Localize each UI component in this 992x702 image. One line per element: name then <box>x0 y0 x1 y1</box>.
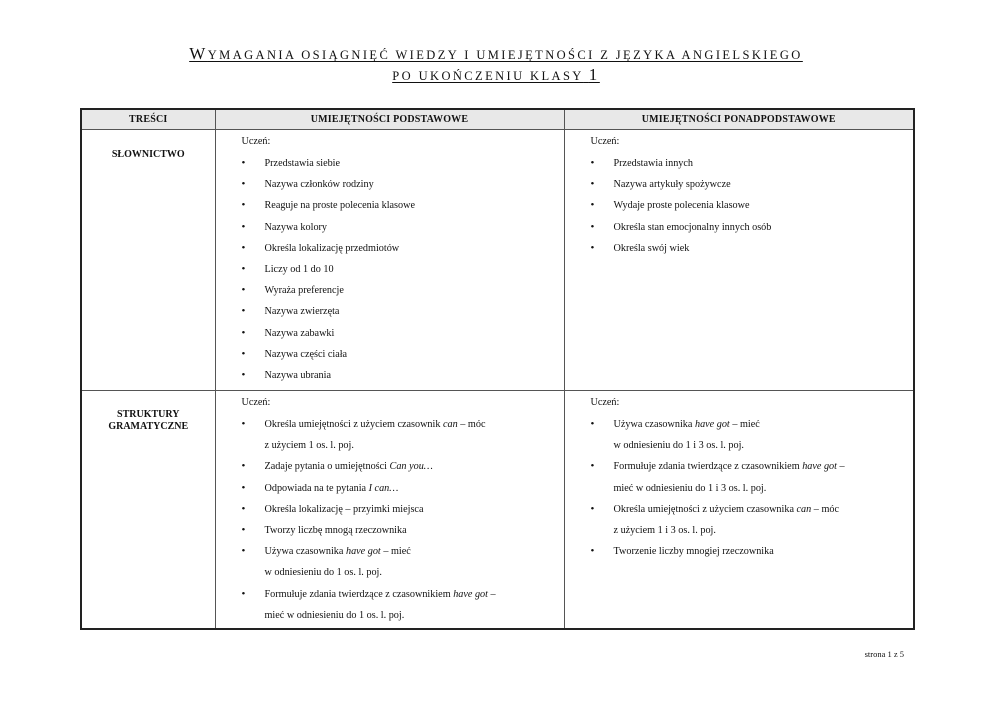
vocabulary-advanced-cell <box>564 130 914 391</box>
item-text: Tworzenie liczby mnogiej rzeczownika <box>613 546 774 558</box>
header-basic-skills: UMIEJĘTNOŚCI PODSTAWOWE <box>215 109 564 130</box>
document-title <box>0 44 992 86</box>
list-item: • Nazywa ubrania <box>242 365 564 386</box>
grammar-basic-cell <box>215 391 564 629</box>
list-item: • Liczy od 1 do 10 <box>242 259 564 280</box>
table-header-row <box>81 109 914 130</box>
item-text: Określa umiejętności z użyciem czasownika <box>613 503 797 515</box>
list-item <box>242 541 564 583</box>
grammar-advanced-list <box>591 414 914 562</box>
item-text: – mieć <box>380 546 411 558</box>
list-item <box>242 478 564 499</box>
list-item <box>242 584 564 626</box>
grammar-basic-list <box>242 414 564 626</box>
list-item: • Reaguje na proste polecenia klasowe <box>242 195 564 216</box>
item-continuation: w odniesieniu do 1 os. l. poj. <box>264 567 382 579</box>
list-item: • Określa swój wiek <box>591 238 914 259</box>
grammar-advanced-cell <box>564 391 914 629</box>
list-item: • Nazywa kolory <box>242 217 564 238</box>
item-continuation: mieć w odniesieniu do 1 os. l. poj. <box>264 609 405 621</box>
item-text: – móc <box>811 503 839 515</box>
item-continuation: mieć w odniesieniu do 1 i 3 os. l. poj. <box>613 482 767 494</box>
item-text: – móc <box>457 419 486 430</box>
vocabulary-advanced-list <box>591 153 914 259</box>
list-item <box>591 499 914 541</box>
title-line-1: WYMAGANIA OSIĄGNIĘĆ WIEDZY I UMIEJĘTNOŚCI Z JĘZYKA ANGIELSKIEGO <box>189 44 803 63</box>
item-text: Formułuje zdania twierdzące z czasownikiem <box>264 588 454 600</box>
header-advanced-skills: UMIEJĘTNOŚCI PONADPODSTAWOWE <box>564 109 914 130</box>
list-item: • Nazywa artykuły spożywcze <box>591 174 914 195</box>
vocabulary-basic-cell <box>215 130 564 391</box>
list-item: • Określa stan emocjonalny innych osób <box>591 217 914 238</box>
item-text: Formułuje zdania twierdzące z czasownikiem <box>613 461 803 473</box>
list-item <box>242 520 564 541</box>
list-item: • Nazywa części ciała <box>242 344 564 365</box>
header-tresci: TREŚCI <box>81 109 215 130</box>
emphasis-text: can <box>796 503 812 515</box>
emphasis-text: can <box>443 419 458 430</box>
emphasis-text: I can… <box>368 482 399 494</box>
list-item: • Nazywa członków rodziny <box>242 174 564 195</box>
list-item: • Przedstawia siebie <box>242 153 564 174</box>
list-item <box>591 456 914 498</box>
emphasis-text: have got <box>694 419 730 430</box>
item-text: Używa czasownika <box>613 419 695 430</box>
student-label: Uczeń: <box>590 136 620 147</box>
row-grammar <box>81 391 914 629</box>
item-continuation: z użyciem 1 i 3 os. l. poj. <box>613 525 716 537</box>
list-item: • Nazywa zwierzęta <box>242 301 564 322</box>
list-item <box>242 499 564 520</box>
title-line-2: PO UKOŃCZENIU KLASY 1 <box>392 65 600 84</box>
emphasis-text: have got <box>802 461 837 473</box>
item-text: – mieć <box>729 419 760 430</box>
requirements-table <box>80 108 915 630</box>
emphasis-text: have got <box>345 546 381 558</box>
item-text: – <box>836 461 845 473</box>
item-text: Używa czasownika <box>264 546 346 558</box>
student-label: Uczeń: <box>241 136 271 147</box>
page-number: strona 1 z 5 <box>864 649 904 659</box>
list-item <box>242 456 564 477</box>
list-item <box>591 414 914 456</box>
list-item: • Nazywa zabawki <box>242 323 564 344</box>
student-label: Uczeń: <box>241 397 271 408</box>
row-vocabulary <box>81 130 914 391</box>
item-text: – <box>487 588 496 600</box>
category-grammar: STRUKTURY GRAMATYCZNE <box>81 391 215 629</box>
item-text: Tworzy liczbę mnogą rzeczownika <box>264 525 407 537</box>
student-label: Uczeń: <box>590 397 620 408</box>
list-item <box>242 414 564 456</box>
category-vocabulary: SŁOWNICTWO <box>81 130 215 391</box>
list-item: • Przedstawia innych <box>591 153 914 174</box>
item-text: Określa lokalizację – przyimki miejsca <box>264 503 424 515</box>
emphasis-text: have got <box>453 588 488 600</box>
list-item: • Określa lokalizację przedmiotów <box>242 238 564 259</box>
list-item: • Wydaje proste polecenia klasowe <box>591 195 914 216</box>
list-item: • Wyraża preferencje <box>242 280 564 301</box>
item-continuation: z użyciem 1 os. l. poj. <box>264 440 354 452</box>
item-text: Zadaje pytania o umiejętności <box>264 461 390 473</box>
list-item <box>591 541 914 562</box>
item-text: Odpowiada na te pytania <box>264 482 369 494</box>
emphasis-text: Can you… <box>389 461 433 473</box>
item-text: Określa umiejętności z użyciem czasownik <box>264 419 444 430</box>
item-continuation: w odniesieniu do 1 i 3 os. l. poj. <box>613 440 744 452</box>
vocabulary-basic-list <box>242 153 564 386</box>
